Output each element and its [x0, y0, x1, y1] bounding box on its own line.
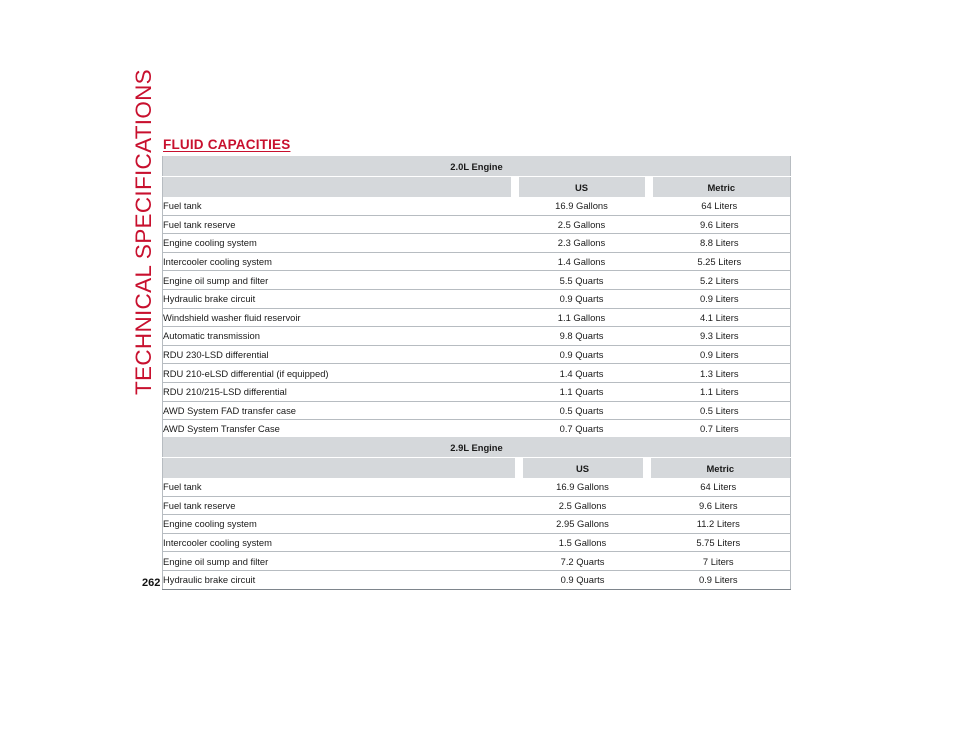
table-row	[163, 401, 791, 420]
row-us-value: 7.2 Quarts	[519, 552, 647, 571]
table-title: 2.9L Engine	[163, 437, 791, 458]
row-label: Fuel tank reserve	[163, 496, 519, 515]
row-us-value: 1.4 Quarts	[515, 364, 649, 383]
row-label: Intercooler cooling system	[163, 252, 515, 271]
row-us-value: 2.3 Gallons	[515, 234, 649, 253]
table-row	[163, 364, 791, 383]
table-row	[163, 552, 791, 571]
row-label: Engine oil sump and filter	[163, 271, 515, 290]
row-label: Fuel tank reserve	[163, 215, 515, 234]
row-label: RDU 210/215-LSD differential	[163, 382, 515, 401]
table-row	[163, 327, 791, 346]
row-us-value: 1.1 Gallons	[515, 308, 649, 327]
row-label: Windshield washer fluid reservoir	[163, 308, 515, 327]
row-metric-value: 5.25 Liters	[649, 252, 791, 271]
table-row	[163, 496, 791, 515]
table-row	[163, 271, 791, 290]
row-metric-value: 9.6 Liters	[647, 496, 791, 515]
column-header-us: US	[515, 177, 649, 198]
row-label: Engine cooling system	[163, 515, 519, 534]
page-heading: FLUID CAPACITIES	[163, 137, 291, 152]
row-metric-value: 4.1 Liters	[649, 308, 791, 327]
row-metric-value: 5.2 Liters	[649, 271, 791, 290]
table-row	[163, 215, 791, 234]
row-metric-value: 8.8 Liters	[649, 234, 791, 253]
row-metric-value: 64 Liters	[647, 478, 791, 496]
row-label: RDU 210-eLSD differential (if equipped)	[163, 364, 515, 383]
table-body	[163, 197, 791, 438]
row-metric-value: 0.9 Liters	[649, 289, 791, 308]
row-label: Fuel tank	[163, 478, 519, 496]
column-header-metric: Metric	[647, 458, 791, 479]
table-title-row	[163, 156, 791, 177]
row-us-value: 2.5 Gallons	[519, 496, 647, 515]
table-row	[163, 515, 791, 534]
row-label: Automatic transmission	[163, 327, 515, 346]
row-label: Hydraulic brake circuit	[163, 289, 515, 308]
table-row	[163, 234, 791, 253]
row-label: AWD System FAD transfer case	[163, 401, 515, 420]
column-header-item	[163, 177, 515, 198]
row-label: Hydraulic brake circuit	[163, 570, 519, 589]
row-label: Engine oil sump and filter	[163, 552, 519, 571]
row-metric-value: 7 Liters	[647, 552, 791, 571]
row-metric-value: 0.9 Liters	[647, 570, 791, 589]
row-us-value: 5.5 Quarts	[515, 271, 649, 290]
row-us-value: 16.9 Gallons	[519, 478, 647, 496]
table-row	[163, 308, 791, 327]
table-row	[163, 533, 791, 552]
row-us-value: 1.1 Quarts	[515, 382, 649, 401]
column-header-us: US	[519, 458, 647, 479]
fluid-capacities-table-2-9l	[162, 437, 791, 590]
fluid-capacities-table-2-0l	[162, 156, 791, 439]
table-title-row	[163, 437, 791, 458]
row-metric-value: 1.3 Liters	[649, 364, 791, 383]
row-label: AWD System Transfer Case	[163, 420, 515, 439]
column-header-item	[163, 458, 519, 479]
row-metric-value: 0.9 Liters	[649, 345, 791, 364]
table-header-row	[163, 177, 791, 198]
row-us-value: 0.5 Quarts	[515, 401, 649, 420]
row-us-value: 0.9 Quarts	[515, 289, 649, 308]
table-body	[163, 478, 791, 589]
table-row	[163, 197, 791, 215]
row-metric-value: 1.1 Liters	[649, 382, 791, 401]
row-label: Fuel tank	[163, 197, 515, 215]
table-row	[163, 345, 791, 364]
table-row	[163, 570, 791, 589]
row-metric-value: 0.7 Liters	[649, 420, 791, 439]
row-label: Engine cooling system	[163, 234, 515, 253]
table-row	[163, 420, 791, 439]
section-side-title: TECHNICAL SPECIFICATIONS	[131, 69, 156, 395]
row-label: RDU 230-LSD differential	[163, 345, 515, 364]
row-metric-value: 0.5 Liters	[649, 401, 791, 420]
row-metric-value: 11.2 Liters	[647, 515, 791, 534]
row-us-value: 0.7 Quarts	[515, 420, 649, 439]
row-metric-value: 9.6 Liters	[649, 215, 791, 234]
table-row	[163, 289, 791, 308]
row-label: Intercooler cooling system	[163, 533, 519, 552]
row-metric-value: 64 Liters	[649, 197, 791, 215]
table-title: 2.0L Engine	[163, 156, 791, 177]
table-row	[163, 478, 791, 496]
row-us-value: 1.5 Gallons	[519, 533, 647, 552]
row-metric-value: 9.3 Liters	[649, 327, 791, 346]
page-number: 262	[142, 577, 161, 589]
row-us-value: 9.8 Quarts	[515, 327, 649, 346]
row-us-value: 2.5 Gallons	[515, 215, 649, 234]
row-us-value: 0.9 Quarts	[515, 345, 649, 364]
table-row	[163, 382, 791, 401]
table-row	[163, 252, 791, 271]
row-metric-value: 5.75 Liters	[647, 533, 791, 552]
column-header-metric: Metric	[649, 177, 791, 198]
row-us-value: 1.4 Gallons	[515, 252, 649, 271]
row-us-value: 16.9 Gallons	[515, 197, 649, 215]
row-us-value: 0.9 Quarts	[519, 570, 647, 589]
table-header-row	[163, 458, 791, 479]
row-us-value: 2.95 Gallons	[519, 515, 647, 534]
